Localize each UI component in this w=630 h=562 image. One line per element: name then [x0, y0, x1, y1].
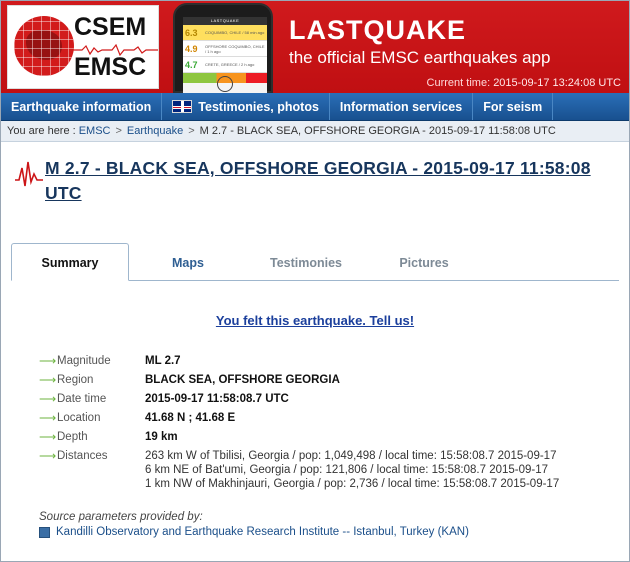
detail-label-date-time: Date time — [57, 393, 107, 405]
table-row — [39, 447, 559, 493]
bullet-arrow-icon: ⟶ — [39, 354, 57, 368]
nav-label: Testimonies, photos — [198, 99, 319, 114]
uk-flag-icon — [172, 100, 192, 113]
phone-quake-row — [183, 25, 267, 41]
bullet-arrow-icon: ⟶ — [39, 430, 57, 444]
felt-earthquake-prompt — [1, 313, 629, 328]
lastquake-phone-image — [173, 1, 277, 93]
breadcrumb-link-emsc[interactable]: EMSC — [78, 125, 111, 137]
detail-value-region: BLACK SEA, OFFSHORE GEORGIA — [145, 374, 340, 386]
phone-quake-magnitude: 6.3 — [185, 27, 198, 38]
felt-earthquake-link[interactable]: You felt this earthquake. Tell us! — [215, 313, 415, 328]
bullet-arrow-icon: ⟶ — [39, 449, 57, 463]
tab-maps[interactable] — [129, 244, 247, 280]
nav-item-testimonies-photos[interactable] — [162, 93, 330, 120]
detail-value-date-time: 2015-09-17 11:58:08.7 UTC — [145, 393, 289, 405]
bullet-arrow-icon: ⟶ — [39, 373, 57, 387]
detail-label-distances: Distances — [57, 450, 108, 462]
phone-quake-text: OFFSHORE COQUIMBO, CHILE / 1 h ago — [205, 43, 265, 54]
detail-label-location: Location — [57, 412, 101, 424]
breadcrumb-current: M 2.7 - BLACK SEA, OFFSHORE GEORGIA - 2015-09-17 11:58:08 UTC — [199, 125, 556, 137]
detail-value-distances — [145, 447, 559, 493]
tab-testimonies[interactable] — [247, 244, 365, 280]
nav-item-information-services[interactable] — [330, 93, 473, 120]
nav-label: Earthquake information — [11, 99, 152, 114]
nav-label: Information services — [339, 99, 463, 114]
seismogram-icon — [13, 158, 45, 188]
detail-label-depth: Depth — [57, 431, 88, 443]
table-row — [39, 371, 559, 390]
tab-bar — [11, 234, 619, 281]
phone-quake-text: CRETE, GREECE / 2 h ago — [205, 62, 255, 67]
distance-line: 6 km NE of Bat'umi, Georgia / pop: 121,806 / local time: 15:58:08.7 2015-09-17 — [145, 464, 549, 476]
tab-label: Pictures — [399, 256, 449, 270]
phone-status-bar: LASTQUAKE — [183, 17, 267, 25]
globe-icon — [14, 16, 74, 76]
site-header-banner — [1, 1, 629, 93]
earthquake-details-table — [39, 352, 559, 493]
table-row — [39, 409, 559, 428]
source-parameters — [39, 511, 629, 538]
logo-line-1: CSEM — [74, 13, 147, 41]
nav-item-for-seismologists[interactable] — [473, 93, 553, 120]
page-title: M 2.7 - BLACK SEA, OFFSHORE GEORGIA - 2015-09-17 11:58:08 UTC — [45, 158, 591, 203]
breadcrumb-prefix: You are here : — [7, 125, 76, 137]
app-tagline: the official EMSC earthquakes app — [289, 48, 551, 67]
breadcrumb-separator: > — [115, 125, 122, 137]
phone-home-button-icon — [217, 76, 233, 92]
detail-value-magnitude: ML 2.7 — [145, 355, 181, 367]
detail-label-region: Region — [57, 374, 94, 386]
current-time-label: Current time: — [426, 77, 491, 89]
seismogram-icon — [72, 44, 158, 56]
table-row — [39, 390, 559, 409]
current-time-value: 2015-09-17 13:24:08 UTC — [493, 77, 621, 89]
source-parameters-header: Source parameters provided by: — [39, 511, 203, 523]
tab-label: Maps — [172, 256, 204, 270]
table-row — [39, 428, 559, 447]
table-row — [39, 352, 559, 371]
distance-line: 1 km NW of Makhinjauri, Georgia / pop: 2,736 / local time: 15:58:08.7 2015-09-17 — [145, 478, 560, 490]
logo-line-2: EMSC — [74, 53, 147, 81]
detail-value-location: 41.68 N ; 41.68 E — [145, 412, 236, 424]
tab-label: Summary — [41, 256, 99, 270]
phone-quake-text: COQUIMBO, CHILE / 58 min ago — [205, 30, 265, 35]
app-name: LASTQUAKE — [289, 15, 466, 45]
current-time — [427, 77, 621, 89]
breadcrumb — [1, 121, 629, 142]
main-navigation — [1, 93, 629, 121]
distance-line: 263 km W of Tbilisi, Georgia / pop: 1,049,498 / local time: 15:58:08.7 2015-09-17 — [145, 450, 557, 462]
phone-quake-row — [183, 41, 267, 57]
breadcrumb-link-earthquake[interactable]: Earthquake — [126, 125, 184, 137]
tab-label: Testimonies — [269, 256, 342, 270]
nav-item-earthquake-information[interactable] — [1, 93, 162, 120]
page-title-row — [1, 142, 629, 212]
phone-quake-magnitude: 4.9 — [185, 43, 198, 54]
tab-summary[interactable] — [11, 243, 129, 281]
bullet-arrow-icon: ⟶ — [39, 392, 57, 406]
nav-label: For seism — [483, 99, 543, 114]
emsc-logo[interactable] — [7, 5, 159, 89]
phone-quake-magnitude: 4.7 — [185, 59, 198, 70]
app-branding — [289, 15, 550, 69]
detail-label-magnitude: Magnitude — [57, 355, 111, 367]
source-parameters-row — [39, 526, 629, 538]
breadcrumb-separator: > — [188, 125, 195, 137]
detail-value-depth: 19 km — [145, 431, 178, 443]
phone-quake-row — [183, 57, 267, 73]
bullet-arrow-icon: ⟶ — [39, 411, 57, 425]
tab-pictures[interactable] — [365, 244, 483, 280]
institution-icon — [39, 527, 50, 538]
source-institution-link[interactable]: Kandilli Observatory and Earthquake Research Institute -- Istanbul, Turkey (KAN) — [56, 526, 469, 538]
